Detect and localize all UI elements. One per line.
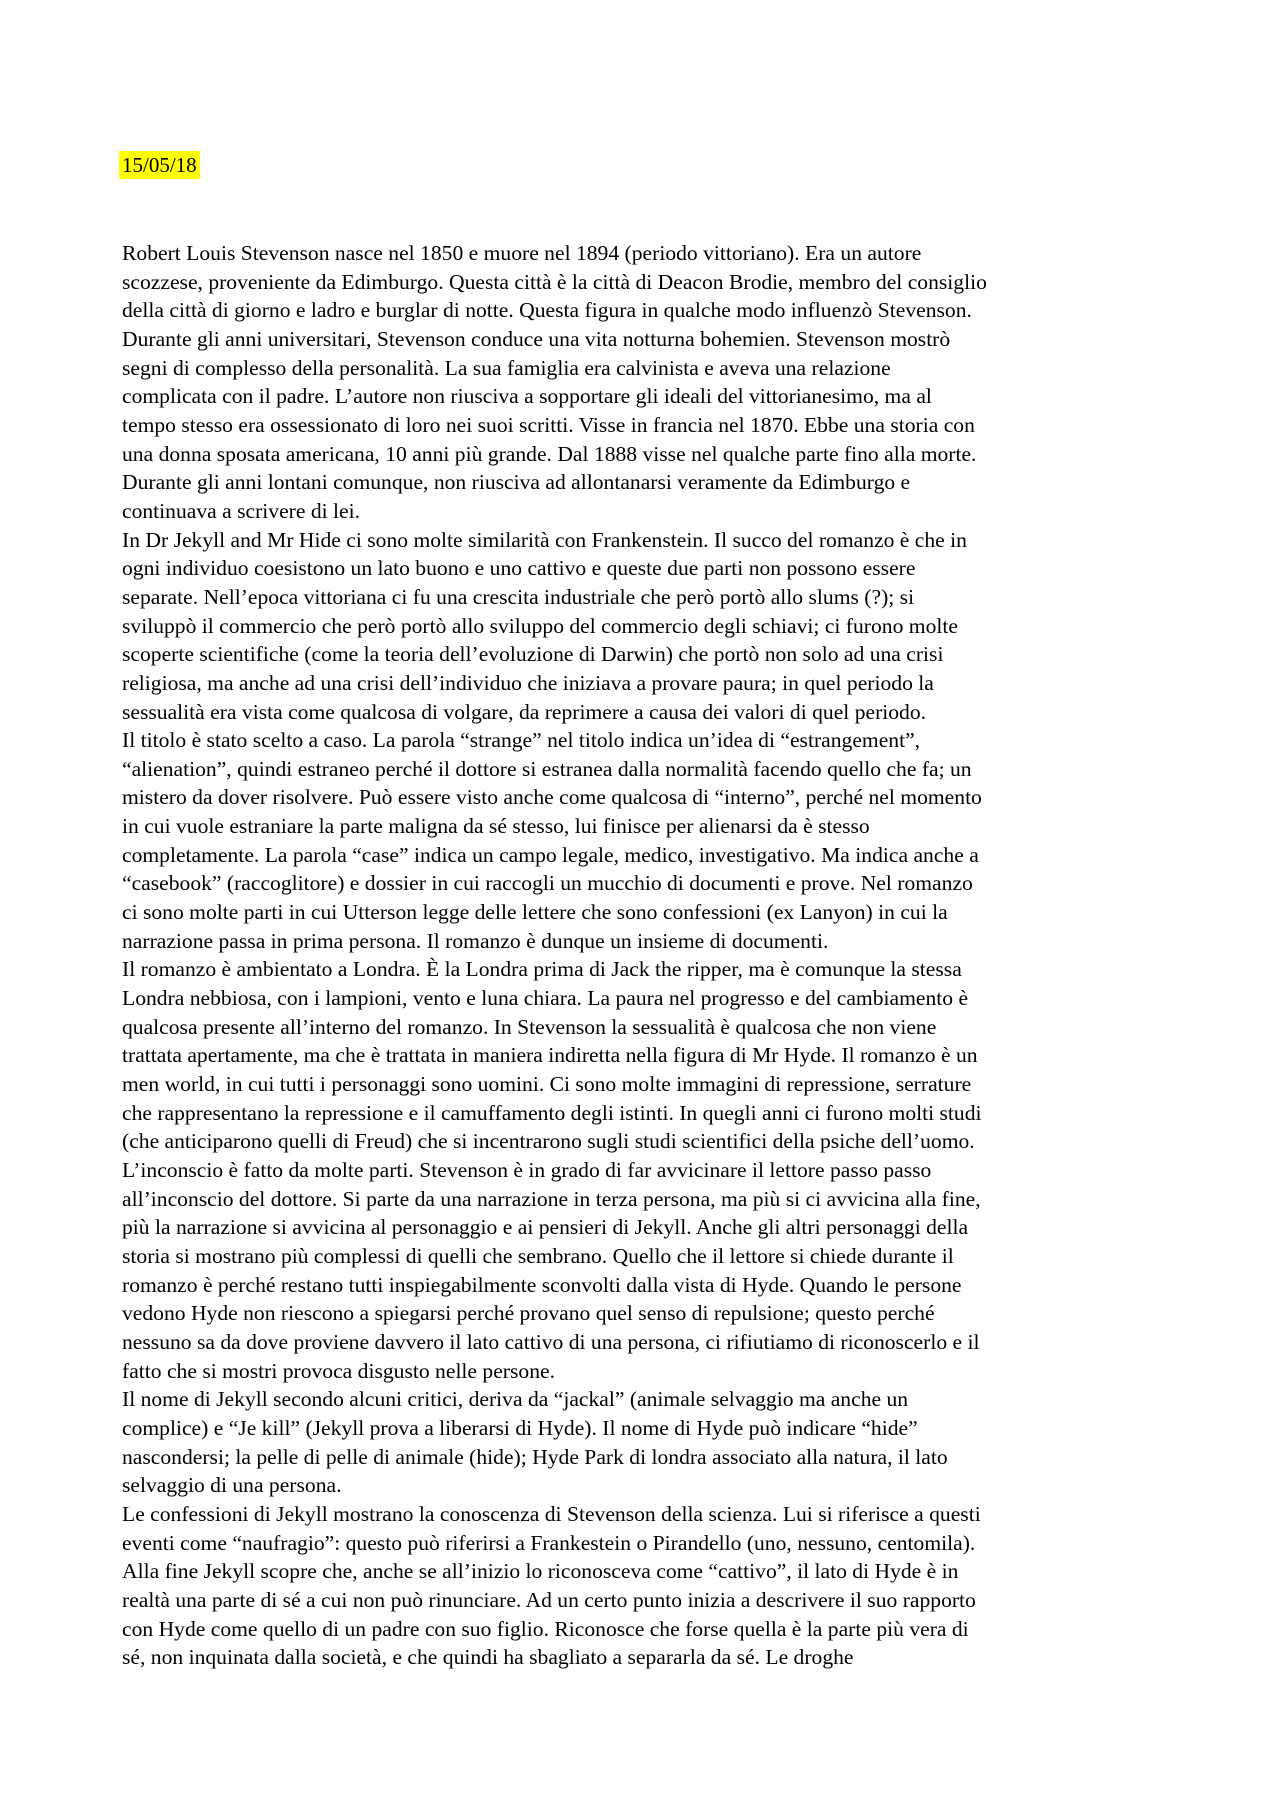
text-line: Il titolo è stato scelto a caso. La parola “strange” nel titolo indica un’idea di “estrangement”,: [122, 728, 921, 753]
text-line: Alla fine Jekyll scopre che, anche se all’inizio lo riconosceva come “cattivo”, il lato di Hyde è in: [122, 1559, 959, 1584]
text-line: qualcosa presente all’interno del romanzo. In Stevenson la sessualità è qualcosa che non viene: [122, 1014, 937, 1039]
text-line: religiosa, ma anche ad una crisi dell’individuo che iniziava a provare paura; in quel periodo la: [122, 670, 934, 695]
text-line: sviluppò il commercio che però portò allo sviluppo del commercio degli schiavi; ci furono molte: [122, 613, 958, 638]
text-line: in cui vuole estraniare la parte maligna da sé stesso, lui finisce per alienarsi da è stesso: [122, 814, 870, 839]
text-line: segni di complesso della personalità. La sua famiglia era calvinista e aveva una relazione: [122, 355, 891, 380]
text-line: (che anticiparono quelli di Freud) che si incentrarono sugli studi scientifici della psiche dell’uomo.: [122, 1129, 975, 1154]
text-line: mistero da dover risolvere. Può essere visto anche come qualcosa di “interno”, perché nel momento: [122, 785, 982, 810]
text-line: scoperte scientifiche (come la teoria dell’evoluzione di Darwin) che portò non solo ad una crisi: [122, 642, 944, 667]
paragraph-biography: [122, 239, 1168, 526]
text-line: Durante gli anni universitari, Stevenson conduce una vita notturna bohemien. Stevenson mostrò: [122, 326, 951, 351]
text-line: separate. Nell’epoca vittoriana ci fu una crescita industriale che però portò allo slums (?); si: [122, 584, 915, 609]
text-line: Le confessioni di Jekyll mostrano la conoscenza di Stevenson della scienza. Lui si riferisce a questi: [122, 1501, 981, 1526]
paragraph-setting-london: [122, 955, 1168, 1385]
text-line: Robert Louis Stevenson nasce nel 1850 e muore nel 1894 (periodo vittoriano). Era un autore: [122, 241, 922, 265]
text-line: complice) e “Je kill” (Jekyll prova a liberarsi di Hyde). Il nome di Hyde può indicare “hide”: [122, 1415, 918, 1440]
text-line: sessualità era vista come qualcosa di volgare, da reprimere a causa dei valori di quel periodo.: [122, 699, 927, 724]
text-line: ogni individuo coesistono un lato buono e uno cattivo e queste due parti non possono essere: [122, 556, 916, 581]
paragraph-names-meaning: [122, 1385, 1168, 1500]
text-line: Londra nebbiosa, con i lampioni, vento e luna chiara. La paura nel progresso e del cambiamento è: [122, 986, 969, 1011]
text-line: romanzo è perché restano tutti inspiegabilmente sconvolti dalla vista di Hyde. Quando le persone: [122, 1272, 962, 1297]
text-line: continuava a scrivere di lei.: [122, 498, 361, 523]
text-line: Durante gli anni lontani comunque, non riusciva ad allontanarsi veramente da Edimburgo e: [122, 470, 911, 495]
text-line: sé, non inquinata dalla società, e che quindi ha sbagliato a separarla da sé. Le droghe: [122, 1645, 854, 1670]
text-line: L’inconscio è fatto da molte parti. Stevenson è in grado di far avvicinare il lettore passo passo: [122, 1158, 932, 1182]
paragraph-confessions: [122, 1500, 1168, 1672]
text-line: tempo stesso era ossessionato di loro nei suoi scritti. Visse in francia nel 1870. Ebbe una storia con: [122, 412, 975, 437]
text-line: vedono Hyde non riescono a spiegarsi perché provano quel senso di repulsione; questo perché: [122, 1301, 935, 1326]
paragraph-title-analysis: [122, 726, 1168, 955]
text-line: completamente. La parola “case” indica un campo legale, medico, investigativo. Ma indica anche a: [122, 842, 979, 867]
text-line: “casebook” (raccoglitore) e dossier in cui raccogli un mucchio di documenti e prove. Nel romanzo: [122, 871, 973, 896]
document-body: [122, 239, 1168, 1672]
text-line: ci sono molte parti in cui Utterson legge delle lettere che sono confessioni (ex Lanyon) in cui la: [122, 900, 948, 925]
text-line: In Dr Jekyll and Mr Hide ci sono molte similarità con Frankenstein. Il succo del romanzo è che in: [122, 527, 967, 552]
text-line: della città di giorno e ladro e burglar di notte. Questa figura in qualche modo influenzò Stevenson.: [122, 298, 972, 323]
text-line: Il nome di Jekyll secondo alcuni critici, deriva da “jackal” (animale selvaggio ma anche un: [122, 1387, 909, 1412]
text-line: selvaggio di una persona.: [122, 1473, 342, 1498]
text-line: men world, in cui tutti i personaggi sono uomini. Ci sono molte immagini di repressione, serrature: [122, 1072, 972, 1097]
text-line: Il romanzo è ambientato a Londra. È la Londra prima di Jack the ripper, ma è comunque la stessa: [122, 957, 962, 982]
text-line: fatto che si mostri provoca disgusto nelle persone.: [122, 1358, 555, 1383]
text-line: eventi come “naufragio”: questo può riferirsi a Frankestein o Pirandello (uno, nessuno, centomila).: [122, 1530, 976, 1555]
text-line: “alienation”, quindi estraneo perché il dottore si estranea dalla normalità facendo quello che fa; un: [122, 756, 972, 781]
text-line: storia si mostrano più complessi di quelli che sembrano. Quello che il lettore si chiede durante il: [122, 1243, 954, 1268]
paragraph-jekyll-hide-themes: [122, 526, 1168, 727]
text-line: all’inconscio del dottore. Si parte da una narrazione in terza persona, ma più si ci avvicina alla fine,: [122, 1186, 981, 1211]
text-line: che rappresentano la repressione e il camuffamento degli istinti. In quegli anni ci furono molti studi: [122, 1100, 982, 1125]
text-line: trattata apertamente, ma che è trattata in maniera indiretta nella figura di Mr Hyde. Il romanzo è un: [122, 1043, 978, 1068]
text-line: complicata con il padre. L’autore non riusciva a sopportare gli ideali del vittorianesimo, ma al: [122, 384, 932, 409]
text-line: più la narrazione si avvicina al personaggio e ai pensieri di Jekyll. Anche gli altri personaggi della: [122, 1215, 969, 1240]
date-heading-highlighted: 15/05/18: [119, 151, 200, 179]
text-line: una donna sposata americana, 10 anni più grande. Dal 1888 visse nel qualche parte fino alla morte.: [122, 441, 977, 466]
text-line: con Hyde come quello di un padre con suo figlio. Riconosce che forse quella è la parte più vera di: [122, 1616, 969, 1641]
text-line: nessuno sa da dove proviene davvero il lato cattivo di una persona, ci rifiutiamo di riconoscerlo e il: [122, 1329, 980, 1354]
text-line: realtà una parte di sé a cui non può rinunciare. Ad un certo punto inizia a descrivere il suo rapporto: [122, 1587, 976, 1612]
text-line: scozzese, proveniente da Edimburgo. Questa città è la città di Deacon Brodie, membro del consiglio: [122, 269, 987, 294]
text-line: nascondersi; la pelle di pelle di animale (hide); Hyde Park di londra associato alla natura, il lato: [122, 1444, 948, 1469]
text-line: narrazione passa in prima persona. Il romanzo è dunque un insieme di documenti.: [122, 928, 829, 953]
